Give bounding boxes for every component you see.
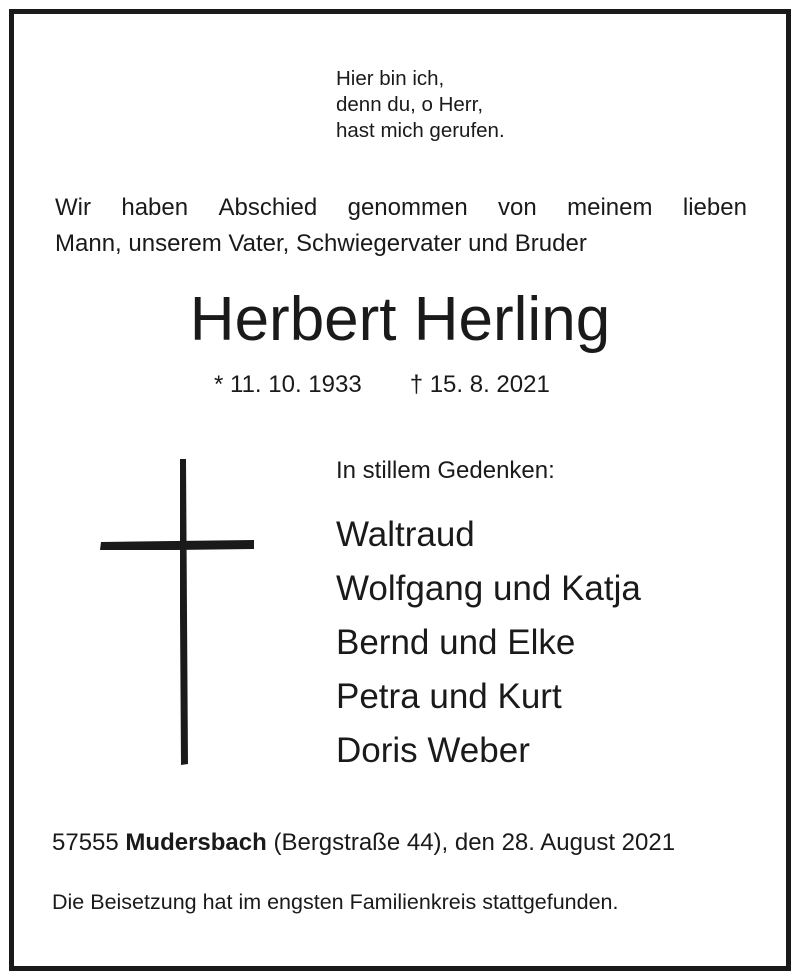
farewell-word: haben bbox=[121, 194, 189, 221]
farewell-word: genommen bbox=[347, 194, 468, 221]
mourners-label: In stillem Gedenken: bbox=[336, 457, 555, 484]
farewell-word: lieben bbox=[682, 194, 747, 221]
deceased-name: Herbert Herling bbox=[189, 285, 611, 354]
burial-note: Die Beisetzung hat im engsten Familienkreis stattgefunden. bbox=[52, 890, 619, 914]
obituary-frame bbox=[9, 9, 791, 971]
farewell-text bbox=[55, 190, 747, 262]
mourner-name: Bernd und Elke bbox=[336, 623, 576, 662]
death-date: † 15. 8. 2021 bbox=[409, 371, 550, 398]
cross-icon bbox=[94, 454, 254, 774]
verse-line: Hier bin ich, bbox=[336, 67, 445, 90]
life-dates bbox=[214, 370, 550, 400]
farewell-line-2: Mann, unserem Vater, Schwiegervater und Bruder bbox=[55, 230, 587, 257]
mourner-name: Petra und Kurt bbox=[336, 677, 562, 716]
verse-line: denn du, o Herr, bbox=[336, 93, 484, 116]
address-and-date: (Bergstraße 44), den 28. August 2021 bbox=[273, 829, 676, 856]
mourner-name: Wolfgang und Katja bbox=[336, 569, 641, 608]
place-and-date bbox=[52, 828, 675, 858]
birth-date: * 11. 10. 1933 bbox=[214, 371, 362, 398]
farewell-word: von bbox=[498, 194, 537, 221]
farewell-word: meinem bbox=[567, 194, 653, 221]
verse-line: hast mich gerufen. bbox=[336, 119, 505, 142]
farewell-line-1 bbox=[55, 190, 747, 226]
mourners-list bbox=[336, 508, 641, 778]
bible-verse bbox=[336, 66, 505, 144]
farewell-word: Abschied bbox=[218, 194, 318, 221]
farewell-word: Wir bbox=[55, 194, 91, 221]
postcode: 57555 bbox=[52, 829, 119, 856]
mourner-name: Doris Weber bbox=[336, 731, 530, 770]
mourner-name: Waltraud bbox=[336, 515, 475, 554]
town: Mudersbach bbox=[125, 829, 267, 856]
